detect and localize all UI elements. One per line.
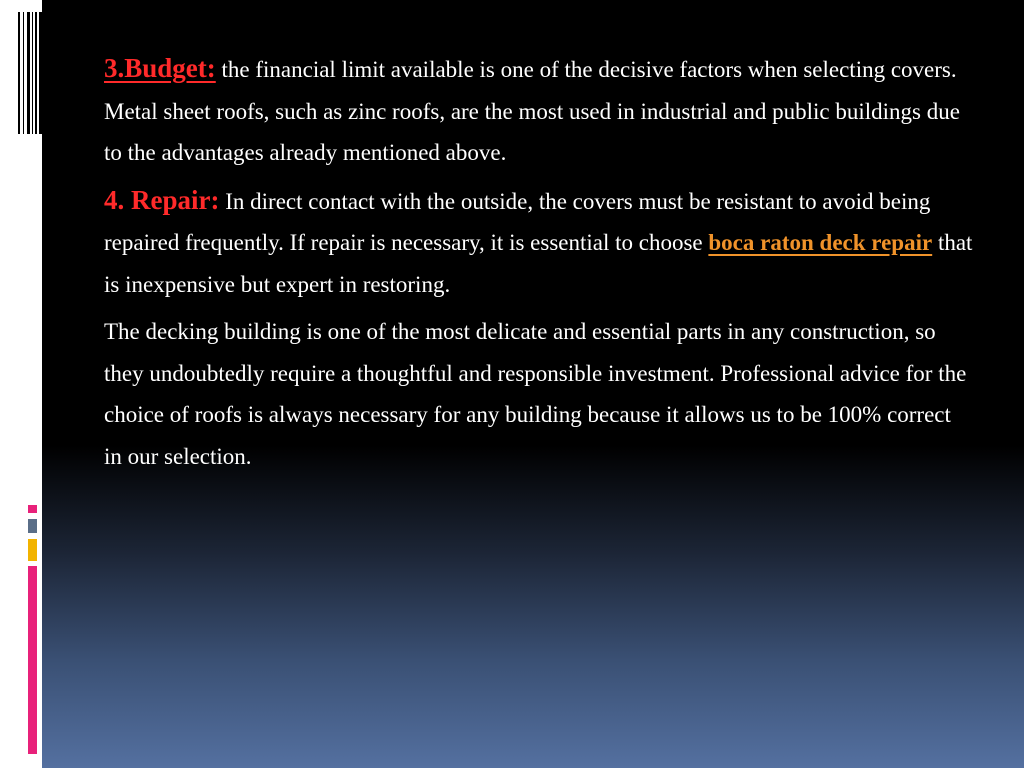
boca-raton-deck-repair-link[interactable]: boca raton deck repair — [708, 230, 933, 255]
repair-heading: 4. Repair: — [104, 184, 220, 215]
closing-paragraph: The decking building is one of the most delicate and essential parts in any construction, so they undoubtedly require a thoughtful and responsible investment. Professional advice for the choice of roofs is always necessary for any building because it allows us to be 100% correct in our selection. — [104, 319, 967, 469]
budget-heading: 3.Budget: — [104, 53, 216, 83]
budget-paragraph — [104, 48, 974, 174]
accent-bar-pink-long — [28, 566, 37, 754]
accent-bar-pink-small — [28, 505, 37, 513]
accent-bar-yellow — [28, 539, 37, 561]
repair-text-after: that is inexpensive but expert in restoring. — [104, 230, 973, 297]
accent-bar-gray — [28, 519, 37, 533]
slide-content — [104, 48, 974, 477]
vertical-lines-decoration — [18, 12, 42, 134]
budget-text: the financial limit available is one of the decisive factors when selecting covers. Metal sheet roofs, such as zinc roofs, are the most used in industrial and public buildings due to the advantages already mentioned above. — [104, 57, 960, 165]
repair-text-before: In direct contact with the outside, the covers must be resistant to avoid being repaired frequently. If repair is necessary, it is essential to choose — [104, 188, 931, 255]
repair-paragraph — [104, 180, 974, 306]
